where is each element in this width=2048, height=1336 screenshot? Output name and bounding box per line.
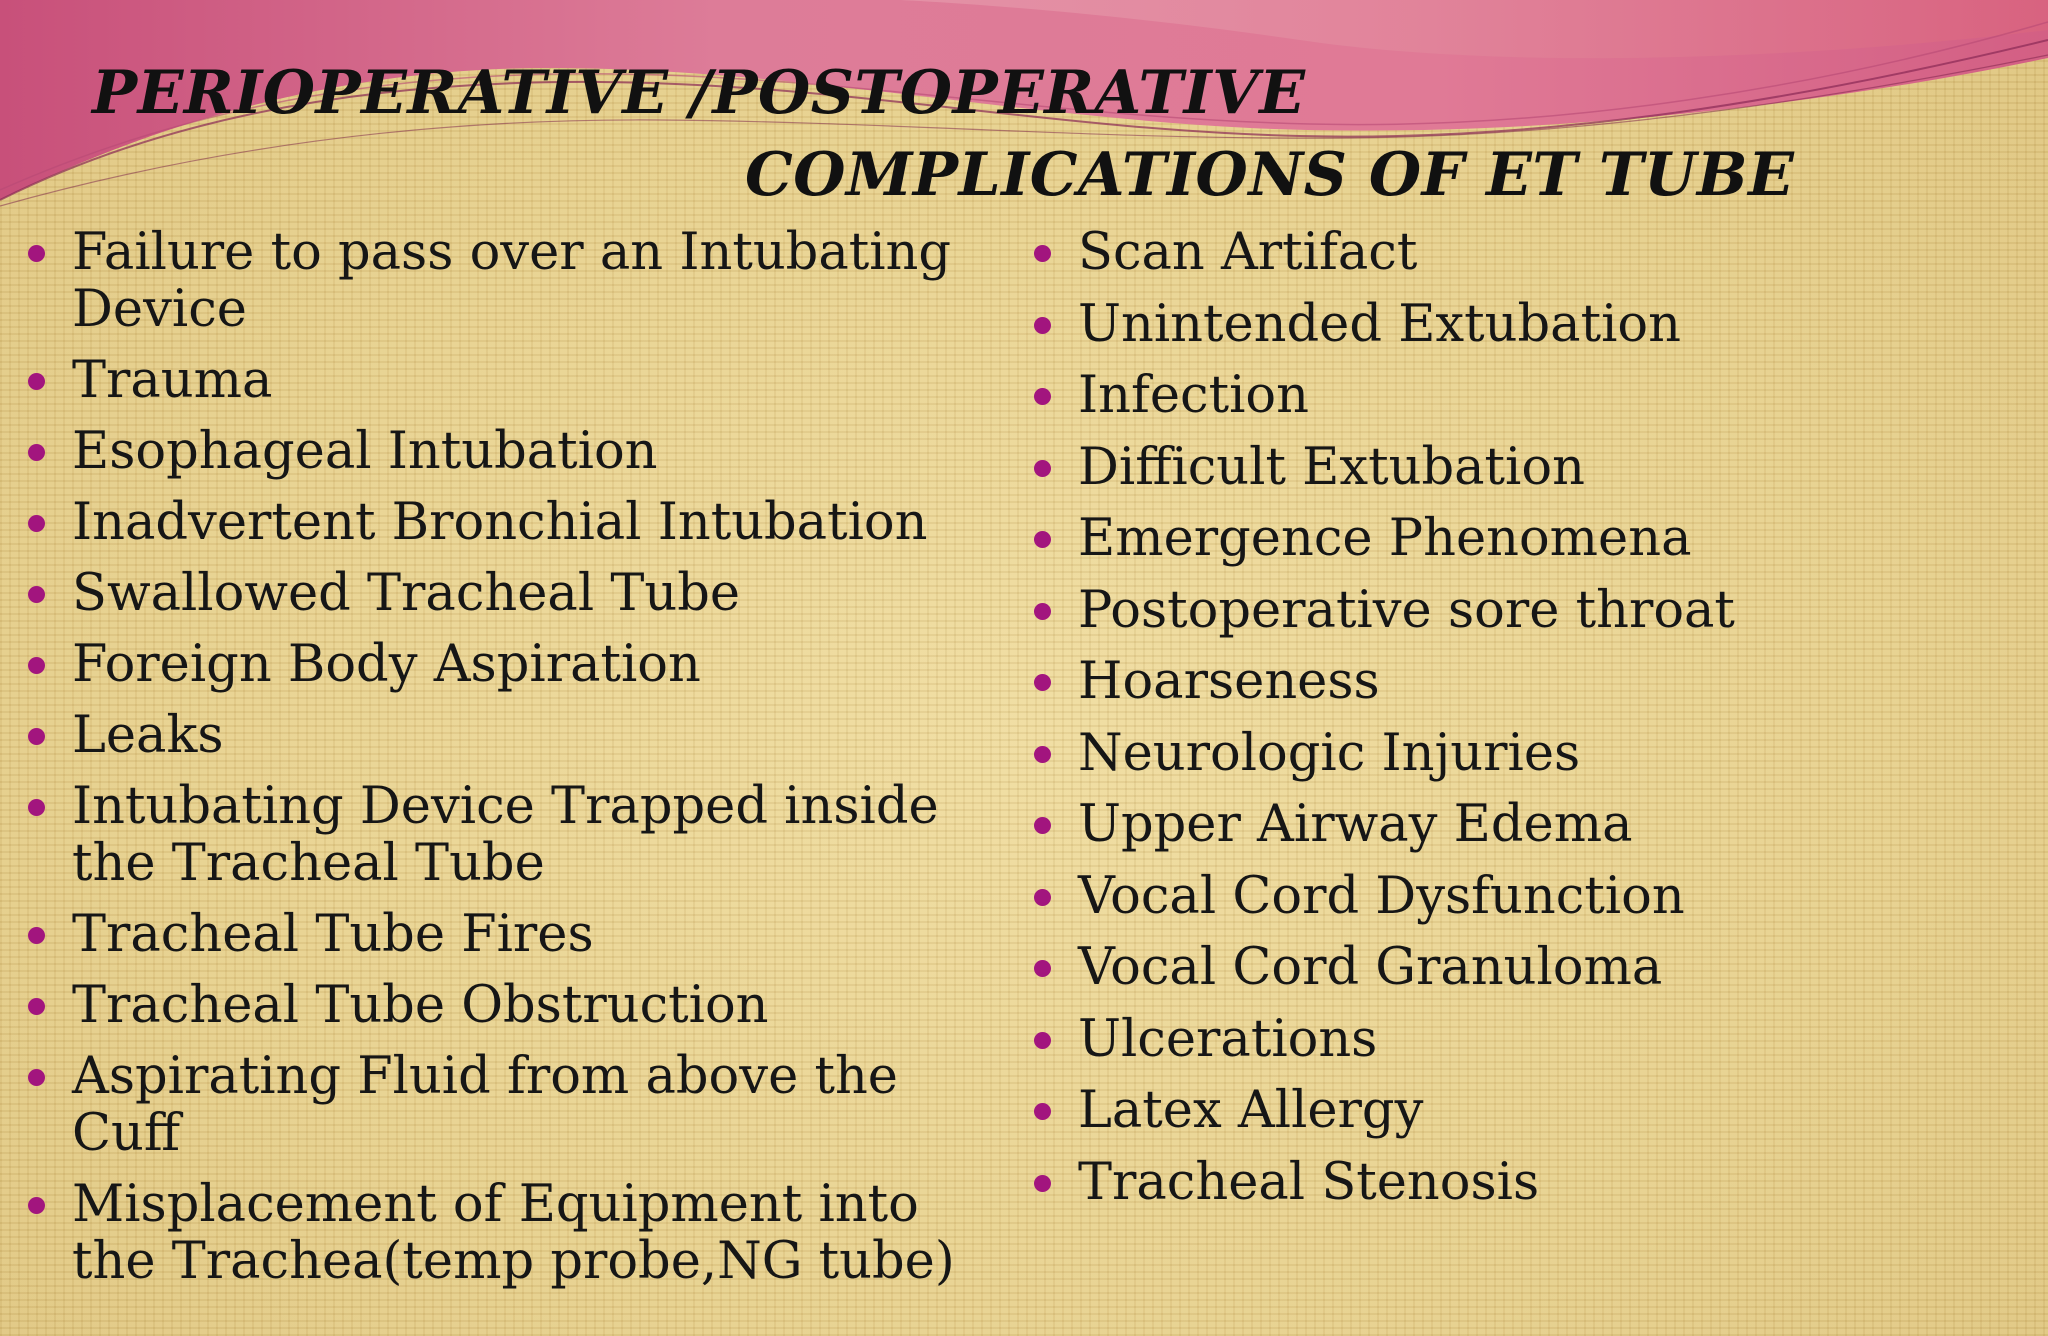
slide-title-line-2: COMPLICATIONS OF ET TUBE	[745, 140, 1795, 210]
bullet-icon	[1034, 245, 1051, 262]
list-item-text: Tracheal Tube Fires	[72, 905, 594, 964]
list-item	[22, 352, 982, 409]
list-item-text: Esophageal Intubation	[72, 422, 658, 481]
list-item	[22, 494, 982, 551]
list-item	[1028, 224, 2028, 281]
list-item-text: Foreign Body Aspiration	[72, 635, 701, 694]
list-item	[22, 906, 982, 963]
list-item-text: Hoarseness	[1078, 652, 1380, 711]
list-item-text: Latex Allergy	[1078, 1081, 1424, 1140]
list-item	[22, 423, 982, 480]
list-item	[22, 707, 982, 764]
decorative-banner	[0, 0, 2048, 260]
list-item	[1028, 725, 2028, 782]
bullet-icon	[1034, 460, 1051, 477]
list-item-text: Neurologic Injuries	[1078, 723, 1581, 783]
list-item	[22, 636, 982, 693]
list-item-text: Emergence Phenomena	[1078, 509, 1692, 568]
list-item-text: Postoperative sore throat	[1078, 580, 1735, 640]
left-complications-list	[22, 224, 982, 1304]
list-item-text: Swallowed Tracheal Tube	[72, 564, 741, 623]
list-item-text: Aspirating Fluid from above the Cuff	[72, 1047, 898, 1163]
list-item	[1028, 796, 2028, 853]
bullet-icon	[28, 1197, 45, 1214]
list-item	[22, 778, 982, 892]
list-item	[22, 977, 982, 1034]
slide-title-line-1: PERIOPERATIVE /POSTOPERATIVE	[92, 58, 1306, 128]
list-item	[1028, 296, 2028, 353]
list-item-text: Vocal Cord Dysfunction	[1078, 866, 1685, 926]
list-item	[1028, 1154, 2028, 1211]
list-item-text: Tracheal Tube Obstruction	[72, 976, 769, 1035]
list-item	[1028, 868, 2028, 925]
bullet-icon	[1034, 817, 1051, 834]
bullet-icon	[1034, 960, 1051, 977]
list-item-text: Scan Artifact	[1078, 223, 1418, 282]
list-item-text: Difficult Extubation	[1078, 437, 1585, 497]
list-item	[22, 1048, 982, 1162]
list-item	[1028, 510, 2028, 567]
bullet-icon	[1034, 1032, 1051, 1049]
bullet-icon	[28, 728, 45, 745]
list-item	[1028, 1011, 2028, 1068]
bullet-icon	[1034, 674, 1051, 691]
list-item	[1028, 1082, 2028, 1139]
list-item-text: Upper Airway Edema	[1078, 795, 1633, 854]
list-item-text: Leaks	[72, 706, 224, 765]
bullet-icon	[1034, 889, 1051, 906]
bullet-icon	[28, 657, 45, 674]
list-item-text: Failure to pass over an Intubating Device	[72, 223, 952, 339]
right-complications-list	[1028, 224, 2028, 1225]
list-item	[1028, 439, 2028, 496]
bullet-icon	[28, 799, 45, 816]
list-item-text: Trauma	[72, 351, 273, 410]
list-item	[22, 1176, 982, 1290]
bullet-icon	[1034, 603, 1051, 620]
bullet-icon	[28, 444, 45, 461]
list-item-text: Infection	[1078, 366, 1309, 425]
bullet-icon	[28, 515, 45, 532]
bullet-icon	[28, 373, 45, 390]
list-item-text: Ulcerations	[1078, 1009, 1378, 1069]
list-item	[1028, 653, 2028, 710]
list-item-text: Inadvertent Bronchial Intubation	[72, 493, 928, 552]
bullet-icon	[1034, 388, 1051, 405]
bullet-icon	[1034, 531, 1051, 548]
bullet-icon	[28, 998, 45, 1015]
bullet-icon	[28, 245, 45, 262]
list-item-text: Vocal Cord Granuloma	[1078, 938, 1663, 997]
list-item	[22, 565, 982, 622]
bullet-icon	[1034, 317, 1051, 334]
bullet-icon	[1034, 1175, 1051, 1192]
list-item-text: Tracheal Stenosis	[1078, 1152, 1540, 1212]
list-item	[1028, 582, 2028, 639]
list-item	[22, 224, 982, 338]
bullet-icon	[28, 1069, 45, 1086]
bullet-icon	[28, 586, 45, 603]
list-item	[1028, 367, 2028, 424]
list-item	[1028, 939, 2028, 996]
bullet-icon	[1034, 746, 1051, 763]
list-item-text: Intubating Device Trapped inside the Tracheal Tube	[72, 777, 939, 893]
list-item-text: Unintended Extubation	[1078, 294, 1681, 354]
bullet-icon	[28, 927, 45, 944]
bullet-icon	[1034, 1103, 1051, 1120]
list-item-text: Misplacement of Equipment into the Trachea(temp probe,NG tube)	[72, 1175, 955, 1291]
